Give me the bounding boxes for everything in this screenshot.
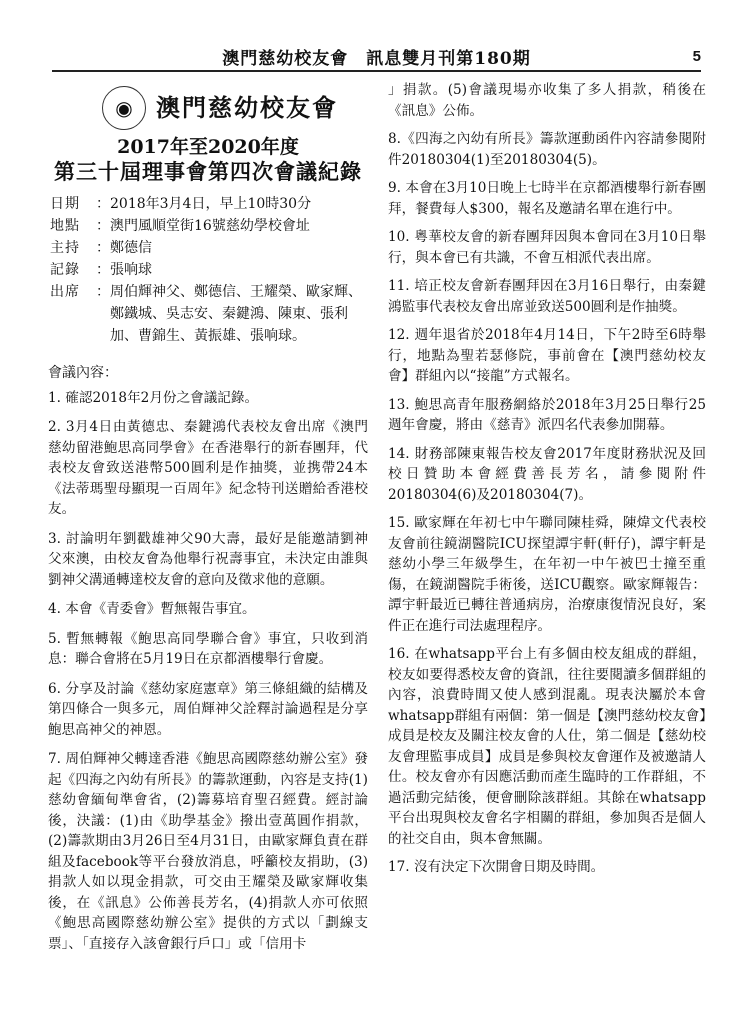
minutes-item: 17. 沒有決定下次開會日期及時間。 — [388, 859, 605, 875]
meta-value: 鄭德信 — [110, 240, 152, 256]
minutes-item: 3. 討論明年劉戳雄神父90大壽，最好是能邀請劉神父來澳，由校友會為他舉行祝壽事宜，未決定由誰與劉神父溝通轉達校友會的意向及徵求他的意願。 — [48, 530, 368, 588]
meta-label: 日期 — [50, 196, 80, 212]
page-number: 5 — [692, 48, 701, 65]
minutes-item: 4. 本會《青委會》暫無報告事宜。 — [48, 601, 256, 617]
minutes-item: 16. 在whatsapp平台上有多個由校友組成的群組，校友如要得悉校友會的資訊，往往要閱讀多個群組的內容，浪費時間又使人感到混亂。現表決屬於本會whatsapp群組有兩個：第一個是【澳門慈幼校友會】成員是校友及關注校友會的人仕，第二個是【慈幼校友會理監事成員】成員是參與校友會運作及被邀請人仕。校友會亦有因應活動而產生臨時的工作群組，不過活動完結後，便會刪除該群組。其餘在whatsapp平台出現與校友會名字相關的群組，參加與否是個人的社交自由，與本會無關。 — [388, 646, 706, 847]
meta-value: 張响球 — [110, 262, 152, 278]
minutes-item: 15. 歐家輝在年初七中午聯同陳桂舜，陳煒文代表校友會前往鏡湖醫院ICU探望譚宇軒(軒仔)，譚宇軒是慈幼小學三年級學生，在年初一中午被巴士撞至重傷，在鏡湖醫院手術後，送ICU觀察。歐家輝報告：譚宇軒最近已轉往普通病房，治療康復情況良好，案件正在進行司法處理程序。 — [388, 515, 706, 634]
minutes-item: 9. 本會在3月10日晚上七時半在京都酒樓舉行新春團拜，餐費每人$300，報名及邀請名單在進行中。 — [388, 180, 706, 217]
meta-value: 2018年3月4日，早上10時30分 — [110, 196, 312, 212]
newsletter-title: 澳門慈幼校友會 訊息雙月刊第180期 — [222, 49, 531, 69]
minutes-item: 13. 鮑思高青年服務網絡於2018年3月25日舉行25週年會慶，將由《慈青》派四名代表參加開幕。 — [388, 396, 706, 433]
right-column — [388, 80, 706, 886]
minutes-item: 6. 分享及討論《慈幼家庭憲章》第三條組織的結構及第四條合一與多元，周伯輝神父詮釋討論過程是分享鮑思高神父的神恩。 — [48, 680, 368, 738]
meta-label: 地點 — [50, 218, 80, 234]
minutes-title: 第三十屆理事會第四次會議紀錄 — [54, 159, 362, 184]
don-bosco-emblem-icon: ◉ — [102, 86, 146, 130]
meta-label: 主持 — [50, 240, 80, 256]
minutes-item: 14. 財務部陳東報告校友會2017年度財務狀況及回校日贊助本會經費善長芳名，請參閱附件20180304(6)及20180304(7)。 — [388, 445, 706, 503]
meta-label: 記錄 — [50, 262, 80, 278]
content-label: 會議內容： — [48, 365, 118, 381]
minutes-item: 12. 週年退省於2018年4月14日，下午2時至6時舉行，地點為聖若瑟修院，事前會在【澳門慈幼校友會】群組內以“接龍”方式報名。 — [388, 327, 706, 384]
meta-value: 澳門風順堂街16號慈幼學校會址 — [110, 218, 310, 234]
left-column — [48, 78, 368, 963]
minutes-term-title: 2017年至2020年度 — [117, 136, 299, 158]
logo-text: 澳門慈幼校友會 — [156, 93, 338, 122]
minutes-item: 7. 周伯輝神父轉達香港《鮑思高國際慈幼辦公室》發起《四海之內幼有所長》的籌款運動，內容是支持(1)慈幼會緬甸準會省，(2)籌募培育聖召經費。經討論後，決議：(1)由《助學基金》撥出壹萬圓作捐款，(2)籌款期由3月26日至4月31日，由歐家輝負責在群組及facebook等平台發放消息，呼籲校友捐助，(3)捐款人如以現金捐款，可交由王耀榮及歐家輝收集後，在《訊息》公佈善長芳名，(4)捐款人亦可依照《鮑思高國際慈幼辦公室》提供的方式以「劃線支票」、「直接存入該會銀行戶口」或「信用卡 — [48, 751, 368, 952]
meeting-meta: 日期 ： 2018年3月4日，早上10時30分 地點 ： 澳門風順堂街16號慈幼學校會址 主持 ： 鄭德信 記錄 ： 張响球 出席 ： 周伯輝神父、鄭德信、王耀榮、歐家輝、鄭鐵城、吳志安、秦鍵鴻、陳東、張利加、曹錦生、黃振雄、張响球。 — [50, 193, 368, 347]
meta-value: 周伯輝神父、鄭德信、王耀榮、歐家輝、鄭鐵城、吳志安、秦鍵鴻、陳東、張利加、曹錦生、黃振雄、張响球。 — [110, 284, 362, 344]
minutes-item: 11. 培正校友會新春團拜因在3月16日舉行，由秦鍵鴻監事代表校友會出席並致送500圓利是作抽獎。 — [388, 278, 706, 315]
minutes-item: 10. 粵華校友會的新春團拜因與本會同在3月10日舉行，與本會已有共識，不會互相派代表出席。 — [388, 229, 706, 266]
minutes-item: 」捐款。(5)會議現場亦收集了多人捐款，稍後在《訊息》公佈。 — [388, 82, 706, 119]
minutes-item: 1. 確認2018年2月份之會議記錄。 — [48, 389, 259, 406]
minutes-item: 5. 暫無轉報《鮑思高同學聯合會》事宜，只收到消息：聯合會將在5月19日在京都酒樓舉行會慶。 — [48, 630, 368, 667]
page-header — [52, 40, 701, 72]
association-logo — [72, 86, 368, 130]
meta-label: 出席 — [50, 284, 80, 300]
minutes-item: 2. 3月4日由黃德忠、秦鍵鴻代表校友會出席《澳門慈幼留港鮑思高同學會》在香港舉行的新春團拜，代表校友會致送港幣500圓利是作抽獎，並携帶24本《法蒂瑪聖母顯現一百周年》紀念特刊送贈給香港校友。 — [48, 419, 368, 517]
minutes-item: 8.《四海之內幼有所長》籌款運動函件內容請參閱附件20180304(1)至20180304(5)。 — [388, 131, 706, 168]
